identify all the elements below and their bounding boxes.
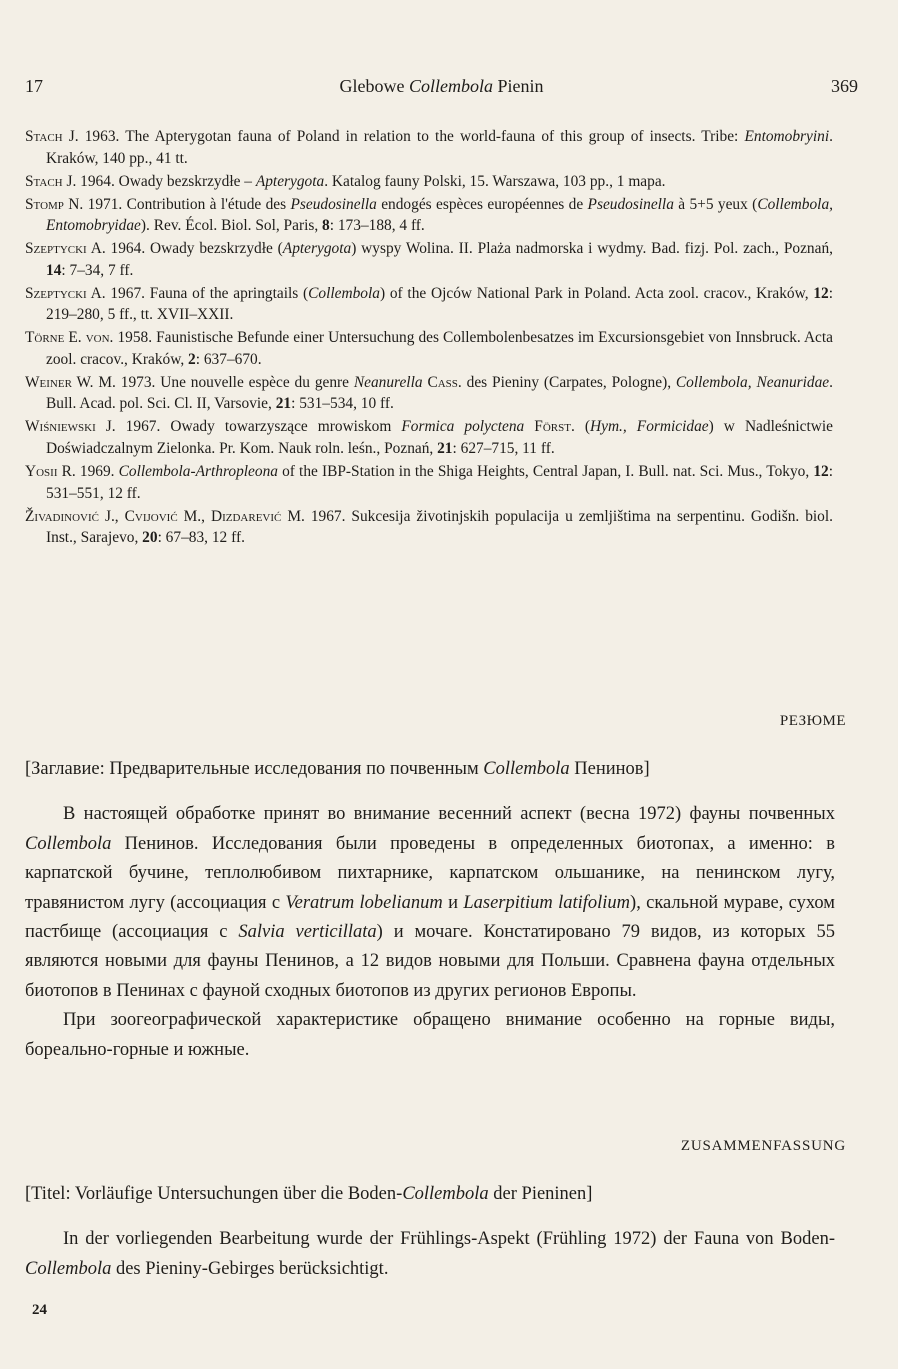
resume-section [25,755,835,1065]
reference-entry: Wiśniewski J. 1967. Owady towarzyszące mrowiskom Formica polyctena Först. (Hym., Formicidae) w Nadleśnictwie Doświadczalnym Zielonka. Pr. Kom. Nauk roln. leśn., Poznań, 21: 627–715, 11 ff. [25,418,833,458]
reference-entry: Szeptycki A. 1967. Fauna of the apringtails (Collembola) of the Ojców National Park in Poland. Acta zool. cracov., Kraków, 12: 219–280, 5 ff., tt. XVII–XXII. [25,284,833,324]
reference-entry: Živadinović J., Cvijović M., Dizdarević M. 1967. Sukcesija životinjskih populacija u zemljištima na serpentinu. Godišn. biol. Inst., Sarajevo, 20: 67–83, 12 ff. [25,507,833,547]
reference-entry: Szeptycki A. 1964. Owady bezskrzydłe (Apterygota) wyspy Wolina. II. Plaża nadmorska i wydmy. Bad. fizj. Pol. zach., Poznań, 14: 7–34, 7 ff. [25,240,833,279]
reference-entry: Weiner W. M. 1973. Une nouvelle espèce du genre Neanurella Cass. des Pieniny (Carpates, Pologne), Collembola, Neanuridae. Bull. Acad. pol. Sci. Cl. II, Varsovie, 21: 531–534, 10 ff. [25,373,833,413]
summary-title: [Titel: Vorläufige Untersuchungen über die Boden-Collembola der Pieninen] [25,1184,593,1204]
reference-entry: Törne E. von. 1958. Faunistische Befunde einer Untersuchung des Collembolenbesatzes im Excursionsgebiet von Innsbruck. Acta zool. cracov., Kraków, 2: 637–670. [25,329,833,368]
page-number-left: 17 [25,76,43,96]
summary-paragraph: In der vorliegenden Bearbeitung wurde der Frühlings-Aspekt (Frühling 1972) der Fauna von Boden-Collembola des Pieniny-Gebirges berücksichtigt. [25,1229,835,1279]
footer-page-number: 24 [32,1302,47,1318]
resume-heading: РЕЗЮМЕ [779,713,846,729]
page-number-right: 369 [831,76,858,96]
resume-paragraph: В настоящей обработке принят во внимание весенний аспект (весна 1972) фауны почвенных Collembola Пенинов. Исследования были проведены в определенных биотопах, а именно: в карпатской бучине, теплолюбивом пихтарнике, карпатском ольшанике, на пенинском лугу, травянистом лугу (ассоциация с Veratrum lobelianum и Laserpitium latifolium), скальной мураве, сухом пастбище (ассоциация с Salvia verticillata) и мочаге. Констатировано 79 видов, из которых 55 являются новыми для фауны Пенинов, а 12 видов новыми для Польши. Сравнена фауна отдельных биотопов в Пенинах с фауной сходных биотопов из других регионов Европы. [25,804,836,1001]
resume-paragraph: При зоогеографической характеристике обращено внимание особенно на горные виды, бореально-горные и южные. [25,1010,835,1060]
reference-entry: Stach J. 1964. Owady bezskrzydłe – Apterygota. Katalog fauny Polski, 15. Warszawa, 103 pp., 1 mapa. [25,172,666,190]
summary-heading: ZUSAMMENFASSUNG [680,1138,846,1154]
reference-entry: Yosii R. 1969. Collembola-Arthropleona of the IBP-Station in the Shiga Heights, Central Japan, I. Bull. nat. Sci. Mus., Tokyo, 12: 531–551, 12 ff. [25,463,833,502]
reference-entry: Stomp N. 1971. Contribution à l'étude des Pseudosinella endogés espèces européennes de Pseudosinella à 5+5 yeux (Collembola, Entomobryidae). Rev. Écol. Biol. Sol, Paris, 8: 173–188, 4 ff. [25,195,833,235]
reference-list [25,126,833,550]
summary-section [25,1180,835,1284]
running-header [25,72,858,102]
running-title: Glebowe Collembola Pienin [339,76,544,96]
resume-title: [Заглавие: Предварительные исследования по почвенным Collembola Пенинов] [25,759,650,779]
reference-entry: Stach J. 1963. The Apterygotan fauna of Poland in relation to the world-fauna of this group of insects. Tribe: Entomobryini. Kraków, 140 pp., 41 tt. [25,128,833,167]
